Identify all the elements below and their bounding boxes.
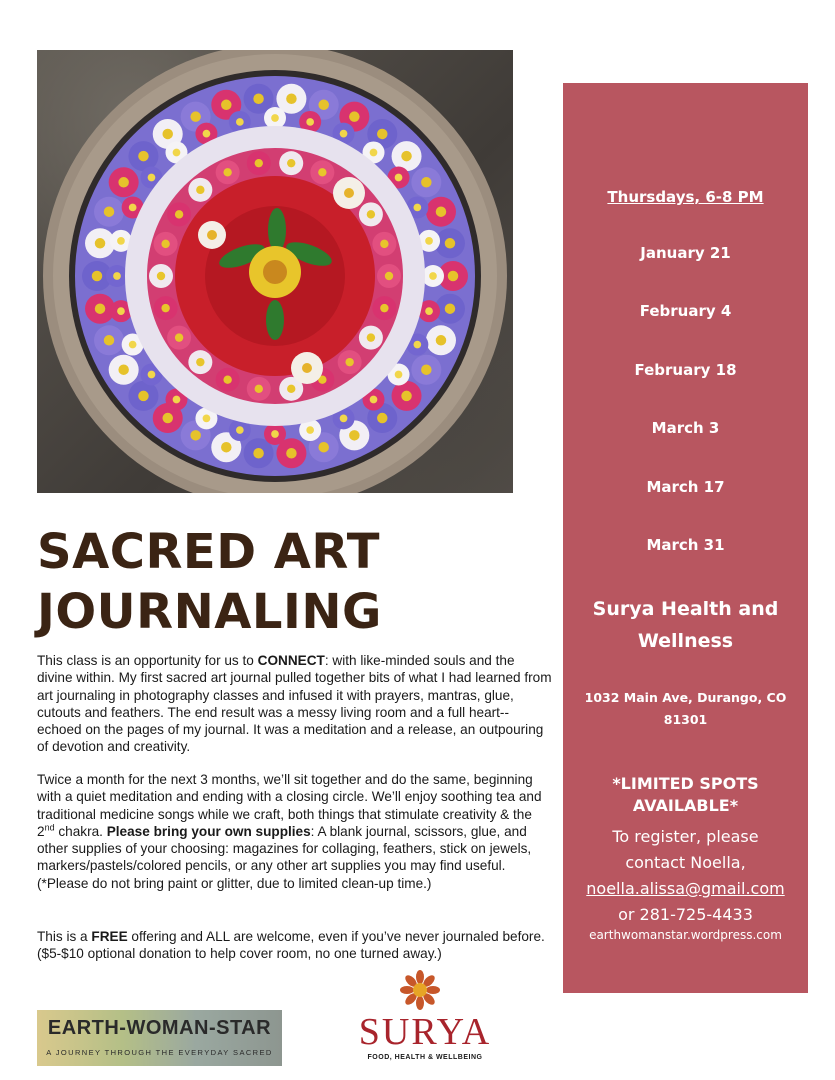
page-title — [37, 522, 507, 642]
earth-woman-star-logo — [37, 1010, 282, 1066]
contact-block — [563, 824, 808, 928]
event-info-panel — [563, 83, 808, 993]
venue-name: Surya Health and Wellness — [592, 598, 779, 652]
free-paragraph — [37, 928, 552, 963]
intro-paragraph — [37, 652, 552, 756]
free-emphasis: FREE — [91, 929, 128, 944]
email-link[interactable]: noella.alissa@gmail.com — [586, 879, 785, 898]
phone-number: or 281-725-4433 — [618, 905, 753, 924]
ews-logo-title: EARTH-WOMAN-STAR — [47, 1017, 272, 1039]
date-item: January 21 — [640, 244, 731, 262]
surya-logo-tagline: FOOD, HEALTH & WELLBEING — [367, 1054, 483, 1061]
details-text: Twice a month for the next 3 months, we’ll sit together and do the same, beginning with a quiet meditation and ending with a closing circle. We’ll enjoy soothing tea and traditional medicine songs while we craft, both things that stimulate creativity & the 2 — [37, 772, 542, 839]
flower-mandala-photo — [37, 50, 513, 493]
surya-logo-name: SURYA — [358, 1011, 492, 1053]
details-paragraph — [37, 771, 552, 892]
sun-flower-icon — [400, 970, 440, 1010]
schedule-heading: Thursdays, 6-8 PM — [607, 188, 764, 206]
date-item: March 3 — [651, 419, 720, 437]
surya-logo — [350, 970, 500, 1070]
title-line-1: SACRED ART — [37, 524, 380, 580]
title-line-2: JOURNALING — [37, 584, 382, 640]
contact-intro: To register, please contact Noella, — [612, 827, 759, 872]
date-item: February 4 — [639, 302, 732, 320]
intro-text: This class is an opportunity for us to — [37, 653, 258, 668]
supplies-emphasis: Please bring your own supplies — [106, 823, 311, 839]
date-item: March 31 — [646, 536, 725, 554]
connect-emphasis: CONNECT — [257, 653, 325, 668]
ordinal-suffix: nd — [44, 822, 55, 833]
ews-logo-tagline: A JOURNEY THROUGH THE EVERYDAY SACRED — [46, 1048, 273, 1057]
intro-text-continued: : with like-minded souls and the divine within. My first sacred art journal pulled together bits of what I had learned from art journaling in photography classes and infused it with prayers, mantras, glue, cutouts and feathers. The end result was a messy living room and a full heart--echoed on the pages of my journal. It was a meditation and a release, an outpouring of devotion and creativity. — [37, 653, 552, 755]
website-link[interactable]: earthwomanstar.wordpress.com — [589, 928, 782, 942]
flower-mandala-image — [37, 50, 513, 493]
details-text-2: chakra. — [54, 823, 107, 839]
limited-spots-notice: *LIMITED SPOTS AVAILABLE* — [612, 774, 759, 815]
date-item: March 17 — [646, 478, 725, 496]
free-text-2: offering and ALL are welcome, even if you’ve never journaled before. ($5-$10 optional donation to help cover room, no one turned away.) — [37, 929, 545, 962]
free-text: This is a — [37, 929, 92, 944]
venue-address: 1032 Main Ave, Durango, CO 81301 — [584, 690, 787, 727]
date-item: February 18 — [634, 361, 737, 379]
details-text-3: : A blank journal, scissors, glue, and other supplies of your choosing: magazines for collaging, feathers, stick on jewels, markers/pastels/colored pencils, or any other art supplies you may find useful. (*Please do not bring paint or glitter, due to limited clean-up time.) — [37, 823, 532, 891]
